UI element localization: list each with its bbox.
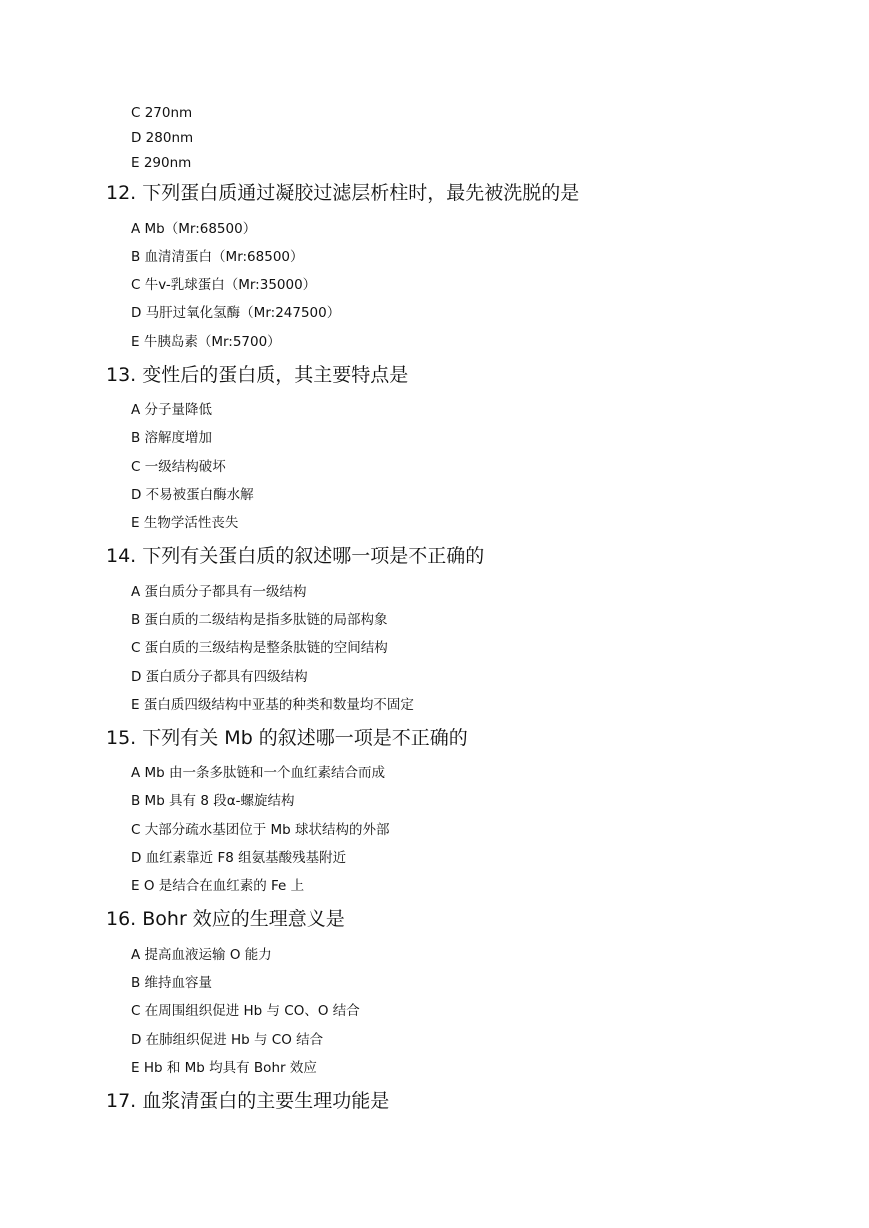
q14-option-b: B 蛋白质的二级结构是指多肽链的局部构象 xyxy=(131,612,388,628)
q15-option-b: B Mb 具有 8 段α-螺旋结构 xyxy=(131,793,295,809)
q12-option-c: C 牛v-乳球蛋白（Mr:35000） xyxy=(131,277,317,293)
question-13-title: 13. 变性后的蛋白质，其主要特点是 xyxy=(106,364,409,386)
q15-option-c: C 大部分疏水基团位于 Mb 球状结构的外部 xyxy=(131,822,390,838)
question-17-title: 17. 血浆清蛋白的主要生理功能是 xyxy=(106,1090,390,1112)
q16-option-e: E Hb 和 Mb 均具有 Bohr 效应 xyxy=(131,1060,317,1076)
q12-option-e: E 牛胰岛素（Mr:5700） xyxy=(131,334,281,350)
q14-option-c: C 蛋白质的三级结构是整条肽链的空间结构 xyxy=(131,640,388,656)
q16-option-b: B 维持血容量 xyxy=(131,975,213,991)
q13-option-a: A 分子量降低 xyxy=(131,402,213,418)
option-e-prev: E 290nm xyxy=(131,155,192,171)
q16-option-d: D 在肺组织促进 Hb 与 CO 结合 xyxy=(131,1032,324,1048)
question-12-title: 12. 下列蛋白质通过凝胶过滤层析柱时，最先被洗脱的是 xyxy=(106,182,580,204)
option-d-prev: D 280nm xyxy=(131,130,194,146)
q13-option-d: D 不易被蛋白酶水解 xyxy=(131,487,254,503)
q14-option-d: D 蛋白质分子都具有四级结构 xyxy=(131,669,308,685)
q15-option-d: D 血红素靠近 F8 组氨基酸残基附近 xyxy=(131,850,347,866)
question-16-title: 16. Bohr 效应的生理意义是 xyxy=(106,908,345,930)
q13-option-b: B 溶解度增加 xyxy=(131,430,213,446)
q14-option-a: A 蛋白质分子都具有一级结构 xyxy=(131,584,307,600)
q15-option-e: E O 是结合在血红素的 Fe 上 xyxy=(131,878,305,894)
q12-option-a: A Mb（Mr:68500） xyxy=(131,221,257,237)
question-14-title: 14. 下列有关蛋白质的叙述哪一项是不正确的 xyxy=(106,545,485,567)
q13-option-e: E 生物学活性丧失 xyxy=(131,515,239,531)
q14-option-e: E 蛋白质四级结构中亚基的种类和数量均不固定 xyxy=(131,697,414,713)
q12-option-b: B 血清清蛋白（Mr:68500） xyxy=(131,249,304,265)
q12-option-d: D 马肝过氧化氢酶（Mr:247500） xyxy=(131,305,341,321)
q15-option-a: A Mb 由一条多肽链和一个血红素结合而成 xyxy=(131,765,386,781)
option-c-prev: C 270nm xyxy=(131,105,193,121)
q13-option-c: C 一级结构破坏 xyxy=(131,459,226,475)
question-15-title: 15. 下列有关 Mb 的叙述哪一项是不正确的 xyxy=(106,727,468,749)
q16-option-a: A 提高血液运输 O 能力 xyxy=(131,947,272,963)
q16-option-c: C 在周围组织促进 Hb 与 CO、O 结合 xyxy=(131,1003,360,1019)
